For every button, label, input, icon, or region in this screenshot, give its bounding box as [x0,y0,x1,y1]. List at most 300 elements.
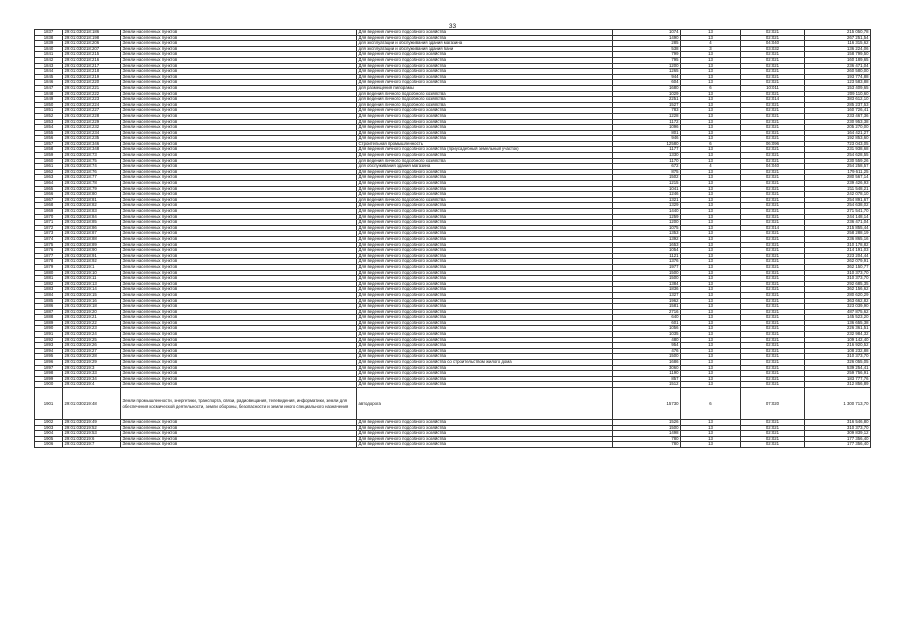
cadastral-value-cell: 258 288,19 [805,231,871,237]
cadastral-number-cell: 29:01:030218:89 [63,242,121,248]
cadastral-number-cell: 29:01:030219:28 [63,354,121,360]
row-number-cell: 1846 [35,80,63,86]
cadastral-value-cell: 230 559,26 [805,158,871,164]
group-code-cell: 13 [681,197,741,203]
area-cell: 476 [613,348,681,354]
land-category-cell: Земли населенных пунктов [121,74,357,80]
group-code-cell: 13 [681,102,741,108]
area-cell: 1440 [613,209,681,215]
permitted-use-cell: Для ведения личного подсобного хозяйства [357,248,613,254]
cadastral-number-cell: 29:01:030218:219 [63,74,121,80]
cadastral-number-cell: 29:01:030219:22 [63,320,121,326]
permitted-use-cell: Для ведения личного подсобного хозяйства [357,442,613,448]
group-code-cell: 13 [681,354,741,360]
land-category-cell: Земли населенных пунктов [121,153,357,159]
cadastral-value-cell: 123 583,88 [805,80,871,86]
row-number-cell: 1837 [35,30,63,36]
purpose-code-cell: 02:021 [741,153,805,159]
land-category-cell: Земли населенных пунктов [121,169,357,175]
cadastral-number-cell: 29:01:030218:83 [63,209,121,215]
purpose-code-cell: 02:021 [741,309,805,315]
land-category-cell: Земли населенных пунктов [121,35,357,41]
cadastral-value-cell: 209 110,60 [805,91,871,97]
permitted-use-cell: Для ведения личного подсобного хозяйства [357,365,613,371]
cadastral-number-cell: 29:01:030218:85 [63,220,121,226]
cadastral-number-cell: 29:01:030219:14 [63,287,121,293]
cadastral-value-cell: 262 079,91 [805,259,871,265]
permitted-use-cell: Для ведения личного подсобного хозяйства [357,242,613,248]
land-category-cell: Земли населенных пунктов [121,320,357,326]
permitted-use-cell: Для ведения личного подсобного хозяйства [357,253,613,259]
land-category-cell: Земли населенных пунктов [121,236,357,242]
area-cell: 1170 [613,158,681,164]
area-cell: 1200 [613,220,681,226]
land-category-cell: Земли населенных пунктов [121,315,357,321]
land-category-cell: Земли населенных пунктов [121,332,357,338]
row-number-cell: 1850 [35,102,63,108]
permitted-use-cell: Для ведения личного подсобного хозяйства [357,119,613,125]
table-row [35,442,871,448]
permitted-use-cell: Для ведения личного подсобного хозяйства [357,153,613,159]
permitted-use-cell: Для ведения личного подсобного хозяйства [357,209,613,215]
cadastral-value-cell: 145 523,20 [805,315,871,321]
purpose-code-cell: 02:021 [741,425,805,431]
row-number-cell: 1855 [35,130,63,136]
purpose-code-cell: 02:021 [741,298,805,304]
cadastral-number-cell: 29:01:030219:24 [63,332,121,338]
row-number-cell: 1857 [35,141,63,147]
row-number-cell: 1875 [35,242,63,248]
area-cell: 1246 [613,192,681,198]
area-cell: 1259 [613,214,681,220]
group-code-cell: 13 [681,442,741,448]
purpose-code-cell: 02:021 [741,376,805,382]
purpose-code-cell: 02:021 [741,276,805,282]
cadastral-number-cell: 29:01:030219:48 [63,388,121,420]
area-cell: 875 [613,169,681,175]
land-category-cell: Земли населенных пунктов [121,85,357,91]
cadastral-value-cell: 236 471,04 [805,63,871,69]
cadastral-value-cell: 310 373,70 [805,425,871,431]
cadastral-value-cell: 239 426,93 [805,181,871,187]
permitted-use-cell: Для ведения личного подсобного хозяйства (приусадебный земельный участок) [357,147,613,153]
cadastral-value-cell: 362 156,62 [805,287,871,293]
land-category-cell: Земли населенных пунктов [121,292,357,298]
cadastral-number-cell: 29:01:030218:86 [63,225,121,231]
cadastral-value-cell: 153 409,65 [805,85,871,91]
row-number-cell: 1868 [35,203,63,209]
purpose-code-cell: 02:021 [741,436,805,442]
area-cell: 795 [613,57,681,63]
cadastral-value-cell: 260 580,00 [805,69,871,75]
cadastral-number-cell: 29:01:030218:79 [63,186,121,192]
cadastral-value-cell: 160 189,65 [805,57,871,63]
permitted-use-cell: Для ведения личного подсобного хозяйства [357,343,613,349]
permitted-use-cell: для ведения личного подсобного хозяйства [357,102,613,108]
cadastral-number-cell: 29:01:030218:235 [63,136,121,142]
row-number-cell: 1898 [35,371,63,377]
group-code-cell: 13 [681,348,741,354]
permitted-use-cell: Для ведения личного подсобного хозяйства [357,431,613,437]
row-number-cell: 1901 [35,388,63,420]
area-cell: 1653 [613,242,681,248]
cadastral-number-cell: 29:01:030218:224 [63,102,121,108]
purpose-code-cell: 02:021 [741,320,805,326]
permitted-use-cell: для ведения личного подсобного хозяйства [357,97,613,103]
land-category-cell: Земли населенных пунктов [121,382,357,388]
cadastral-number-cell: 29:01:030218:90 [63,248,121,254]
row-number-cell: 1845 [35,74,63,80]
group-code-cell: 13 [681,147,741,153]
land-category-cell: Земли населенных пунктов [121,420,357,426]
row-number-cell: 1864 [35,181,63,187]
area-cell: 944 [613,74,681,80]
cadastral-value-cell: 362 150,77 [805,264,871,270]
land-category-cell: Земли населенных пунктов [121,57,357,63]
purpose-code-cell: 02:021 [741,125,805,131]
area-cell: 1527 [613,102,681,108]
cadastral-number-cell: 29:01:030219:49 [63,420,121,426]
group-code-cell: 13 [681,97,741,103]
row-number-cell: 1878 [35,259,63,265]
area-cell: 954 [613,343,681,349]
group-code-cell: 13 [681,91,741,97]
permitted-use-cell: Для ведения личного подсобного хозяйства [357,52,613,58]
purpose-code-cell: 02:021 [741,304,805,310]
permitted-use-cell: Для ведения личного подсобного хозяйства [357,80,613,86]
permitted-use-cell: Для ведения личного подсобного хозяйства [357,354,613,360]
area-cell: 2716 [613,309,681,315]
land-category-cell: Земли населенных пунктов [121,436,357,442]
purpose-code-cell: 02:021 [741,80,805,86]
cadastral-number-cell: 29:01:030219:25 [63,337,121,343]
area-cell: 1836 [613,287,681,293]
group-code-cell: 13 [681,52,741,58]
purpose-code-cell: 02:021 [741,69,805,75]
cadastral-number-cell: 29:01:030219:53 [63,431,121,437]
cadastral-number-cell: 29:01:030218:228 [63,113,121,119]
group-code-cell: 13 [681,371,741,377]
group-code-cell: 13 [681,225,741,231]
purpose-code-cell: 02:021 [741,332,805,338]
purpose-code-cell: 02:021 [741,337,805,343]
group-code-cell: 13 [681,186,741,192]
area-cell: 604 [613,80,681,86]
purpose-code-cell: 02:021 [741,35,805,41]
permitted-use-cell: Для ведения личного подсобного хозяйства [357,225,613,231]
area-cell: 1327 [613,292,681,298]
cadastral-value-cell: 179 611,25 [805,169,871,175]
land-category-cell: Земли населенных пунктов [121,91,357,97]
area-cell: 1265 [613,69,681,75]
row-number-cell: 1838 [35,35,63,41]
area-cell: 857 [613,376,681,382]
land-category-cell: Земли населенных пунктов [121,46,357,52]
purpose-code-cell: 02:021 [741,214,805,220]
land-category-cell: Земли населенных пунктов [121,225,357,231]
cadastral-value-cell: 236 865,16 [805,236,871,242]
cadastral-number-cell: 29:01:030218:77 [63,175,121,181]
permitted-use-cell: Для ведения личного подсобного хозяйства [357,214,613,220]
land-category-cell: Земли населенных пунктов [121,69,357,75]
cadastral-value-cell: 326 055,05 [805,360,871,366]
purpose-code-cell: 02:021 [741,326,805,332]
cadastral-number-cell: 29:01:030219:6 [63,436,121,442]
row-number-cell: 1841 [35,52,63,58]
cadastral-number-cell: 29:01:030219:3 [63,365,121,371]
group-code-cell: 13 [681,320,741,326]
purpose-code-cell: 02:021 [741,348,805,354]
cadastral-value-cell: 280 620,29 [805,292,871,298]
cadastral-value-cell: 230 953,38 [805,119,871,125]
area-cell: 1074 [613,30,681,36]
land-category-cell: Земли населенных пунктов [121,63,357,69]
cadastral-value-cell: 285 237,53 [805,102,871,108]
row-number-cell: 1883 [35,287,63,293]
land-category-cell: Земли населенных пунктов [121,147,357,153]
permitted-use-cell: Для ведения личного подсобного хозяйства [357,220,613,226]
row-number-cell: 1872 [35,225,63,231]
area-cell: 1384 [613,281,681,287]
land-category-cell: Земли населенных пунктов [121,304,357,310]
area-cell: 2251 [613,97,681,103]
land-category-cell: Земли населенных пунктов [121,175,357,181]
row-number-cell: 1871 [35,220,63,226]
group-code-cell: 13 [681,309,741,315]
cadastral-number-cell: 29:01:030218:84 [63,214,121,220]
row-number-cell: 1888 [35,315,63,321]
land-category-cell: Земли населенных пунктов [121,52,357,58]
permitted-use-cell: Для ведения личного подсобного хозяйства [357,376,613,382]
area-cell: 1526 [613,420,681,426]
group-code-cell: 13 [681,175,741,181]
area-cell: 1977 [613,264,681,270]
cadastral-number-cell: 29:01:030219:10 [63,270,121,276]
purpose-code-cell: 02:021 [741,57,805,63]
cadastral-number-cell: 29:01:030218:207 [63,46,121,52]
purpose-code-cell: 02:021 [741,203,805,209]
land-category-cell: Земли населенных пунктов [121,371,357,377]
land-category-cell: Земли населенных пунктов [121,119,357,125]
group-code-cell: 13 [681,209,741,215]
row-number-cell: 1884 [35,292,63,298]
cadastral-value-cell: 193 774,88 [805,74,871,80]
group-code-cell: 13 [681,298,741,304]
group-code-cell: 13 [681,292,741,298]
permitted-use-cell: Для ведения личного подсобного хозяйства [357,35,613,41]
row-number-cell: 1902 [35,420,63,426]
permitted-use-cell: Для ведения личного подсобного хозяйства [357,175,613,181]
permitted-use-cell: Для ведения личного подсобного хозяйства [357,113,613,119]
permitted-use-cell: Для ведения личного подсобного хозяйства [357,298,613,304]
permitted-use-cell: Для ведения личного подсобного хозяйства [357,371,613,377]
area-cell: 1962 [613,298,681,304]
area-cell: 1500 [613,276,681,282]
group-code-cell: 13 [681,214,741,220]
cadastral-value-cell: 177 356,40 [805,436,871,442]
permitted-use-cell: Для ведения личного подсобного хозяйства [357,63,613,69]
area-cell: 783 [613,108,681,114]
area-cell: 538 [613,46,681,52]
land-category-cell: Земли населенных пунктов [121,113,357,119]
cadastral-value-cell: 223 204,44 [805,253,871,259]
group-code-cell: 13 [681,315,741,321]
purpose-code-cell: 02:021 [741,169,805,175]
row-number-cell: 1904 [35,431,63,437]
land-category-cell: Земли населенных пунктов [121,197,357,203]
permitted-use-cell: Для ведения личного подсобного хозяйства [357,315,613,321]
cadastral-number-cell: 29:01:030219:29 [63,360,121,366]
permitted-use-cell: Для ведения личного подсобного хозяйства [357,276,613,282]
group-code-cell: 13 [681,259,741,265]
purpose-code-cell: 02:021 [741,220,805,226]
purpose-code-cell: 07:020 [741,388,805,420]
row-number-cell: 1869 [35,209,63,215]
cadastral-value-cell: 280 567,14 [805,175,871,181]
purpose-code-cell: 02:021 [741,108,805,114]
land-category-cell: Земли населенных пунктов [121,186,357,192]
row-number-cell: 1847 [35,85,63,91]
cadastral-value-cell: 254 258,57 [805,164,871,170]
cadastral-value-cell: 136 655,38 [805,320,871,326]
group-code-cell: 3 [681,46,741,52]
permitted-use-cell: Для ведения личного подсобного хозяйства [357,292,613,298]
purpose-code-cell: 02:021 [741,248,805,254]
purpose-code-cell: 02:021 [741,236,805,242]
group-code-cell: 13 [681,30,741,36]
cadastral-number-cell: 29:01:030219:11 [63,276,121,282]
permitted-use-cell: Для ведения личного подсобного хозяйства [357,436,613,442]
land-category-cell: Земли населенных пунктов [121,231,357,237]
land-category-cell: Земли населенных пунктов [121,431,357,437]
row-number-cell: 1840 [35,46,63,52]
row-number-cell: 1899 [35,376,63,382]
land-category-cell: Земли населенных пунктов [121,442,357,448]
group-code-cell: 13 [681,264,741,270]
group-code-cell: 13 [681,181,741,187]
cadastral-value-cell: 310 178,82 [805,242,871,248]
permitted-use-cell: Для ведения личного подсобного хозяйства [357,259,613,265]
cadastral-value-cell: 211 548,21 [805,186,871,192]
land-category-cell: Земли населенных пунктов [121,97,357,103]
cadastral-number-cell: 29:01:030219:27 [63,348,121,354]
purpose-code-cell: 02:021 [741,354,805,360]
cadastral-value-cell: 232 984,32 [805,332,871,338]
group-code-cell: 13 [681,253,741,259]
permitted-use-cell: Для ведения личного подсобного хозяйства [357,332,613,338]
group-code-cell: 13 [681,136,741,142]
group-code-cell: 13 [681,35,741,41]
cadastral-number-cell: 29:01:030219:15 [63,292,121,298]
land-category-cell: Земли населенных пунктов [121,281,357,287]
permitted-use-cell: Для ведения личного подсобного хозяйства [357,74,613,80]
group-code-cell: 13 [681,220,741,226]
cadastral-number-cell: 29:01:030219:26 [63,343,121,349]
purpose-code-cell: 02:021 [741,242,805,248]
cadastral-number-cell: 29:01:030219:23 [63,326,121,332]
purpose-code-cell: 02:021 [741,365,805,371]
cadastral-value-cell: 383 612,10 [805,97,871,103]
group-code-cell: 13 [681,63,741,69]
cadastral-value-cell: 254 891,67 [805,197,871,203]
cadastral-value-cell: 310 373,70 [805,354,871,360]
cadastral-value-cell: 271 541,70 [805,209,871,215]
purpose-code-cell: 02:021 [741,315,805,321]
row-number-cell: 1881 [35,276,63,282]
cadastral-number-cell: 29:01:030218:218 [63,69,121,75]
area-cell: 946 [613,136,681,142]
area-cell: 1512 [613,382,681,388]
land-category-cell: Земли населенных пунктов [121,136,357,142]
area-cell: 1056 [613,326,681,332]
cadastral-value-cell: 310 373,70 [805,270,871,276]
permitted-use-cell: Для ведения личного подсобного хозяйства [357,186,613,192]
group-code-cell: 13 [681,332,741,338]
cadastral-value-cell: 226 361,51 [805,326,871,332]
land-category-cell: Земли населенных пунктов [121,270,357,276]
cadastral-value-cell: 310 373,70 [805,276,871,282]
permitted-use-cell: Для ведения личного подсобного хозяйства [357,348,613,354]
purpose-code-cell: 02:021 [741,197,805,203]
row-number-cell: 1889 [35,320,63,326]
cadastral-value-cell: 205 270,00 [805,125,871,131]
group-code-cell: 13 [681,242,741,248]
land-category-cell: Земли населенных пунктов [121,30,357,36]
purpose-code-cell: 03:032 [741,46,805,52]
permitted-use-cell: Для ведения личного подсобного хозяйства [357,287,613,293]
purpose-code-cell: 02:021 [741,186,805,192]
row-number-cell: 1861 [35,164,63,170]
cadastral-number-cell: 29:01:030219:13 [63,281,121,287]
cadastral-number-cell: 29:01:030219:16 [63,298,121,304]
group-code-cell: 6 [681,388,741,420]
area-cell: 1228 [613,113,681,119]
cadastral-number-cell: 29:01:030218:223 [63,97,121,103]
purpose-code-cell: 02:021 [741,136,805,142]
area-cell: 1392 [613,236,681,242]
group-code-cell: 13 [681,192,741,198]
area-cell: 1353 [613,231,681,237]
cadastral-number-cell: 29:01:030218:74 [63,164,121,170]
area-cell: 1502 [613,175,681,181]
group-code-cell: 13 [681,80,741,86]
land-category-cell: Земли населенных пунктов [121,141,357,147]
land-category-cell: Земли населенных пунктов [121,276,357,282]
cadastral-value-cell: 244 148,14 [805,214,871,220]
area-cell: 1581 [613,304,681,310]
purpose-code-cell: 02:014 [741,97,805,103]
permitted-use-cell: Для ведения личного подсобного хозяйства [357,270,613,276]
area-cell: 780 [613,436,681,442]
cadastral-number-cell: 29:01:030218:346 [63,141,121,147]
land-category-cell: Земли населенных пунктов [121,220,357,226]
area-cell: 1096 [613,125,681,131]
purpose-code-cell: 02:021 [741,360,805,366]
permitted-use-cell: Для ведения личного подсобного хозяйства [357,203,613,209]
land-category-cell: Земли населенных пунктов [121,130,357,136]
row-number-cell: 1842 [35,57,63,63]
purpose-code-cell: 02:021 [741,158,805,164]
group-code-cell: 6 [681,85,741,91]
area-cell: 601 [613,320,681,326]
land-category-cell: Земли населенных пунктов [121,181,357,187]
group-code-cell: 13 [681,304,741,310]
group-code-cell: 13 [681,420,741,426]
area-cell: 480 [613,337,681,343]
land-category-cell: Земли населенных пунктов [121,360,357,366]
group-code-cell: 4 [681,41,741,47]
row-number-cell: 1870 [35,214,63,220]
